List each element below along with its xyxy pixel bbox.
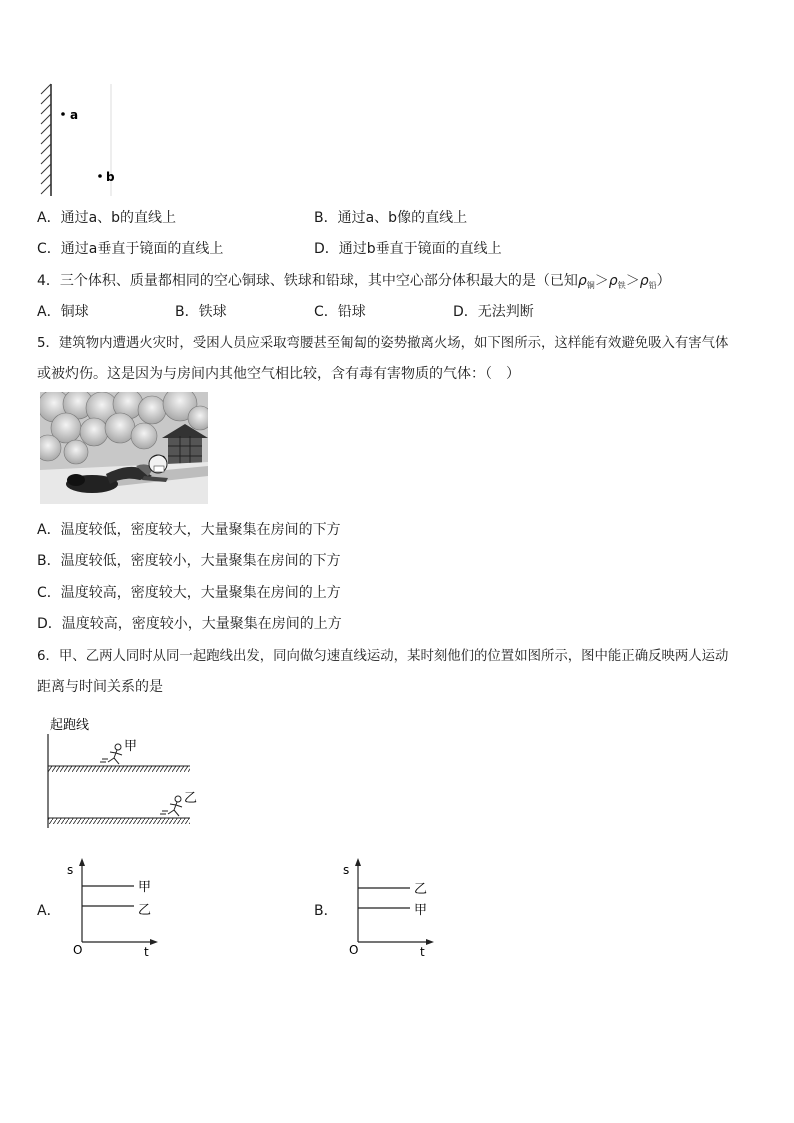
runner-yi-label: 乙 bbox=[184, 791, 198, 806]
q4-option-d: D．无法判断 bbox=[453, 304, 534, 320]
runner-yi bbox=[160, 796, 182, 816]
q3-option-b: B．通过a、b像的直线上 bbox=[314, 210, 468, 226]
q6-option-a-label: A． bbox=[37, 903, 61, 919]
runner-jia-label: 甲 bbox=[124, 739, 138, 754]
q5-stem-line2: 或被灼伤。这是因为与房间内其他空气相比较，含有毒有害物质的气体：（ ） bbox=[37, 366, 520, 382]
q5-option-a: A．温度较低，密度较大，大量聚集在房间的下方 bbox=[37, 522, 341, 538]
q4-option-a: A．铜球 bbox=[37, 304, 89, 320]
graph-b-origin: O bbox=[349, 943, 359, 957]
q5-option-c: C．温度较高，密度较大，大量聚集在房间的上方 bbox=[37, 585, 341, 601]
q5-stem-line1: 5．建筑物内遭遇火灾时，受困人员应采取弯腰甚至匍匐的姿势撤离火场，如下图所示，这样能有效避免吸入有害气体 bbox=[37, 336, 729, 351]
q6-graph-b bbox=[338, 856, 448, 962]
q3-option-a: A．通过a、b的直线上 bbox=[37, 210, 177, 226]
q6-option-b-label: B． bbox=[314, 903, 338, 919]
q4-option-c: C．铅球 bbox=[314, 304, 366, 320]
graph-a-upper-label: 甲 bbox=[138, 880, 152, 895]
q5-option-b: B．温度较低，密度较小，大量聚集在房间的下方 bbox=[37, 553, 341, 569]
q3-option-d: D．通过b垂直于镜面的直线上 bbox=[314, 241, 502, 257]
running-track-figure bbox=[40, 712, 200, 832]
q3-option-c: C．通过a垂直于镜面的直线上 bbox=[37, 241, 224, 257]
start-line-label: 起跑线 bbox=[50, 718, 90, 733]
graph-a-origin: O bbox=[73, 943, 83, 957]
mirror-figure bbox=[36, 82, 126, 200]
q6-graph-a bbox=[62, 856, 172, 962]
q5-option-d: D．温度较高，密度较小，大量聚集在房间的上方 bbox=[37, 616, 342, 632]
q4-option-b: B．铁球 bbox=[175, 304, 227, 320]
graph-b-lower-label: 甲 bbox=[414, 903, 428, 918]
point-a-label: a bbox=[70, 108, 79, 122]
graph-b-x-label: t bbox=[420, 945, 425, 959]
fire-escape-illustration bbox=[40, 392, 208, 504]
graph-b-y-label: s bbox=[343, 863, 350, 877]
graph-a-lower-label: 乙 bbox=[138, 903, 152, 918]
graph-a-x-label: t bbox=[144, 945, 149, 959]
point-b-label: b bbox=[106, 170, 115, 184]
runner-jia bbox=[100, 744, 122, 764]
q4-stem: 4．三个体积、质量都相同的空心铜球、铁球和铅球，其中空心部分体积最大的是（已知$\rho_铜>\rho_铁>\rho_铅$） bbox=[37, 273, 671, 290]
q6-stem-line2: 距离与时间关系的是 bbox=[37, 679, 163, 695]
point-b-dot bbox=[98, 174, 102, 178]
point-a-dot bbox=[61, 112, 65, 116]
graph-a-y-label: s bbox=[67, 863, 74, 877]
graph-b-upper-label: 乙 bbox=[414, 882, 428, 897]
q6-stem-line1: 6．甲、乙两人同时从同一起跑线出发，同向做匀速直线运动，某时刻他们的位置如图所示，图中能正确反映两人运动 bbox=[37, 649, 729, 664]
